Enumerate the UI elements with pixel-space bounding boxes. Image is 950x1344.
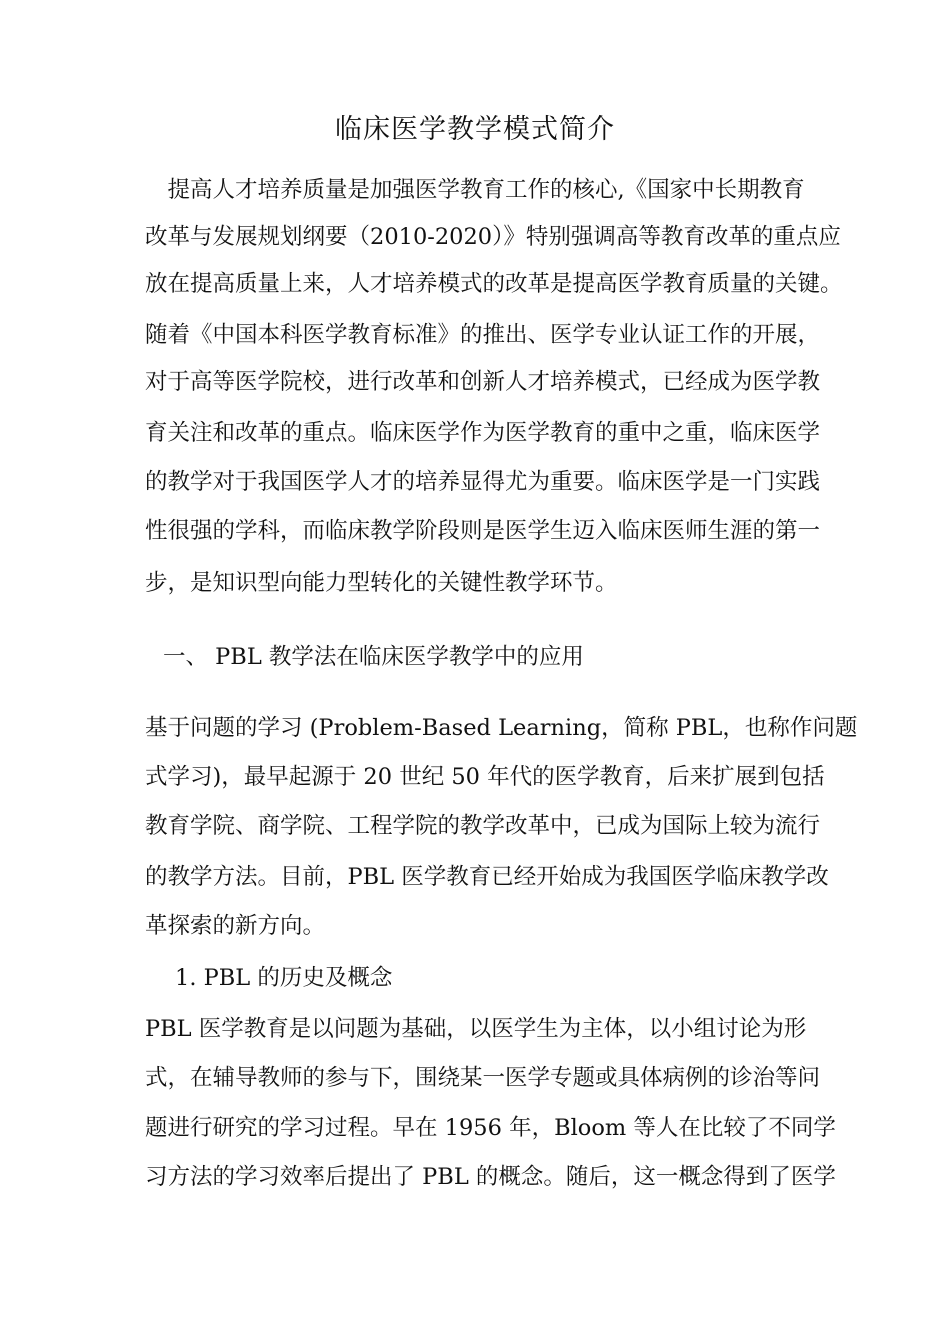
subsection-heading: 1. PBL 的历史及概念 <box>175 965 393 991</box>
section-heading: 一、 PBL 教学法在临床医学教学中的应用 <box>163 644 584 670</box>
subsection-line: 习方法的学习效率后提出了 PBL 的概念。随后，这一概念得到了医学 <box>145 1164 836 1190</box>
intro-line: 提高人才培养质量是加强医学教育工作的核心,《国家中长期教育 <box>145 177 805 203</box>
section-line: 式学习)，最早起源于 20 世纪 50 年代的医学教育，后来扩展到包括 <box>145 764 825 790</box>
intro-line: 的教学对于我国医学人才的培养显得尤为重要。临床医学是一门实践 <box>145 469 821 495</box>
section-line: 的教学方法。目前，PBL 医学教育已经开始成为我国医学临床教学改 <box>145 864 829 890</box>
intro-line: 对于高等医学院校，进行改革和创新人才培养模式，已经成为医学教 <box>145 369 821 395</box>
subsection-line: 式，在辅导教师的参与下，围绕某一医学专题或具体病例的诊治等问 <box>145 1065 821 1091</box>
intro-line: 育关注和改革的重点。临床医学作为医学教育的重中之重，临床医学 <box>145 420 821 446</box>
section-line: 革探索的新方向。 <box>145 913 326 939</box>
intro-line: 改革与发展规划纲要（2010-2020）》特别强调高等教育改革的重点应 <box>145 224 841 250</box>
section-line: 教育学院、商学院、工程学院的教学改革中，已成为国际上较为流行 <box>145 813 821 839</box>
intro-line: 性很强的学科，而临床教学阶段则是医学生迈入临床医师生涯的第一 <box>145 518 821 544</box>
subsection-line: PBL 医学教育是以问题为基础，以医学生为主体，以小组讨论为形 <box>145 1016 807 1042</box>
intro-line: 放在提高质量上来，人才培养模式的改革是提高医学教育质量的关键。 <box>145 271 843 297</box>
intro-line: 步，是知识型向能力型转化的关键性教学环节。 <box>145 570 618 596</box>
subsection-line: 题进行研究的学习过程。早在 1956 年，Bloom 等人在比较了不同学 <box>145 1115 836 1141</box>
intro-line: 随着《中国本科医学教育标准》的推出、医学专业认证工作的开展， <box>145 322 821 348</box>
document-title: 临床医学教学模式简介 <box>335 114 615 145</box>
section-line: 基于问题的学习 (Problem-Based Learning，简称 PBL，也称作问题 <box>145 715 858 741</box>
